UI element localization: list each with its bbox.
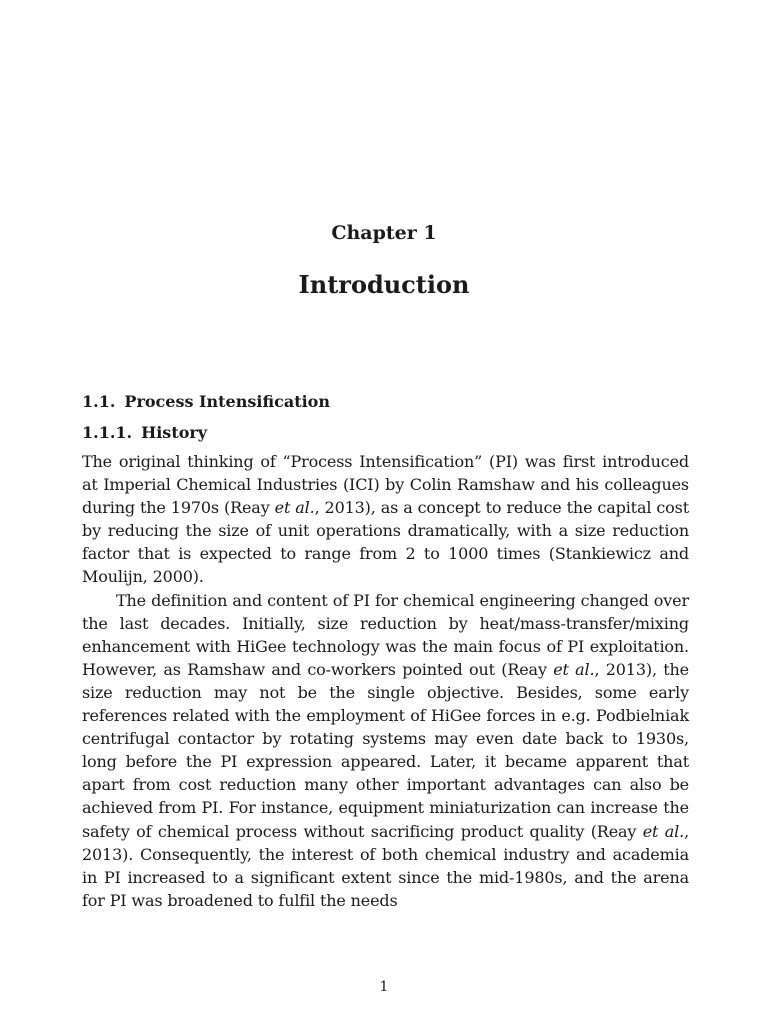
subsection-heading: [82, 419, 689, 447]
section-title: Process Intensification: [124, 392, 330, 411]
chapter-label: Chapter 1: [331, 222, 437, 244]
section-number: 1.1.: [82, 392, 116, 411]
paragraph: The definition and content of PI for chemical engineering changed over the last decades. Initially, size reduction by heat/mass-transfer/mixing enhancement with HiGee technology was the main focus of PI exploitation. However, as Ramshaw and co-workers pointed out (Reay et al., 2013), the size reduction may not be the single objective. Besides, some early references related with the employment of HiGee forces in e.g. Podbielniak centrifugal contactor by rotating systems may even date back to 1930s, long before the PI expression appeared. Later, it became apparent that apart from cost reduction many other important advantages can also be achieved from PI. For instance, equipment miniaturization can increase the safety of chemical process without sacrificing product quality (Reay et al., 2013). Consequently, the interest of both chemical industry and academia in PI increased to a significant extent since the mid-1980s, and the arena for PI was broadened to fulfil the needs: [82, 590, 689, 910]
subsection-number: 1.1.1.: [82, 423, 133, 442]
paragraph: The original thinking of “Process Intensification” (PI) was first introduced at Imperial Chemical Industries (ICI) by Colin Ramshaw and his colleagues during the 1970s (Reay et al., 2013), as a concept to reduce the capital cost by reducing the size of unit operations dramatically, with a size reduction factor that is expected to range from 2 to 1000 times (Stankiewicz and Moulijn, 2000).: [82, 452, 689, 587]
page-number: 1: [379, 979, 389, 995]
subsection-title: History: [141, 423, 208, 442]
body-text: [82, 388, 689, 912]
section-heading: [82, 388, 689, 416]
chapter-title: Introduction: [298, 270, 470, 299]
